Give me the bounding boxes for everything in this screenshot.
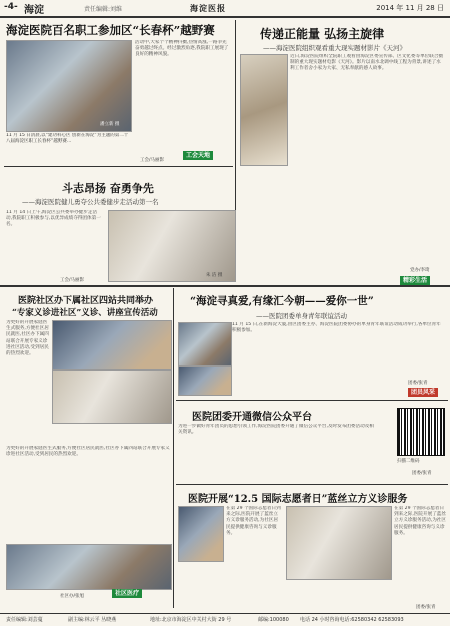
article2-poster (240, 54, 288, 166)
page-footer (0, 613, 450, 626)
column-divider (173, 288, 174, 608)
section-divider (0, 285, 450, 287)
article4-title2: “专家义诊进社区”义诊、讲座宣传活动 (12, 308, 158, 318)
article5-photo-2 (178, 366, 232, 396)
section-tag-community: 社区医疗 (112, 589, 142, 598)
paper-title: 海淀医报 (190, 3, 226, 13)
article5-subtitle: ——医院团委单身青年联谊活动 (256, 312, 347, 320)
article4-photo-1 (52, 320, 172, 370)
article2-credit: 党办/李琦 (410, 268, 430, 273)
page-number: -4- (4, 2, 18, 12)
article4-credit: 社区办/张旭 (60, 594, 85, 599)
masthead-logo: 海淀 (24, 5, 44, 16)
article2-subtitle: ——海淀医院组织观看重大现实题材影片《天河》 (263, 44, 406, 52)
article6-body: 为进一步做好青年团员的思想引领工作,海淀医院团委开通了微信公众平台,及时发布团委活动及相关资讯。 (178, 424, 374, 436)
article4-photo-3 (6, 544, 172, 590)
article1-title: 海淀医院百名职工参加区“长春杯”越野赛 (6, 23, 215, 37)
masthead-sub: 责任编辑:刘维 (84, 6, 123, 13)
article4-body: 为更好的开展家庭医生式服务,方便社区居民就医,社区办下属四站联合开展专家义诊进社区活动,受到居民的热烈欢迎。 (6, 320, 49, 357)
page-header (0, 0, 450, 18)
article5-photo-1 (178, 322, 232, 366)
divider (4, 166, 233, 167)
section-tag-union: 工会天地 (183, 151, 213, 160)
article5-credit: 团委/张青 (408, 381, 428, 386)
article7-body-cont: 在第 29 个国际志愿者日到来之际,医院开展了蓝丝立方义诊服务活动,为社区居民提供健康咨询与义诊服务。 (394, 506, 446, 536)
article3-title: 斗志昂扬 奋勇争先 (62, 182, 154, 195)
qr-label: 扫描二维码 (397, 459, 420, 464)
issue-date: 2014 年 11 月 28 日 (376, 4, 444, 12)
article3-credit: 工会/马丽影 (60, 278, 85, 283)
article4-body-cont: 为更好的开展家庭医生式服务,方便社区居民就医,社区办下属四站联合开展专家义诊进社区活动,受到居民的热烈欢迎。 (6, 446, 170, 458)
footer-assoc: 副主编:林云平 丛晓燕 (68, 617, 117, 623)
article4-title: 医院社区办下属社区四站共同举办 (18, 296, 154, 306)
article5-body: 11 月 15 日,在新海淀大厦,由区团委主办、海淀医院团委协办的单身青年联谊活动成功举行,各单位青年积极参加。 (232, 322, 441, 334)
article6-credit: 团委/张青 (412, 471, 432, 476)
article3-body: 11 月 14 日上午,海淀区公共委举办健步走活动,我院职工积极参与,以优异成绩夺得团体第一名。 (6, 210, 101, 228)
footer-address: 地址:北京市海淀区中关村大街 29 号 (150, 617, 232, 623)
article1-credit: 工会/马丽影 (140, 158, 165, 163)
divider (176, 484, 448, 485)
article2-title: 传递正能量 弘扬主旋律 (260, 27, 385, 41)
divider (176, 400, 448, 401)
article4-photo-2 (52, 370, 172, 424)
article7-credit: 团委/张青 (416, 605, 436, 610)
footer-editor: 责任编辑:刘芸蔓 (6, 617, 43, 623)
article7-body: 在第 29 个国际志愿者日到来之际,医院开展了蓝丝立方义诊服务活动,为社区居民提供健康咨询与义诊服务。 (226, 506, 281, 536)
article6-title: 医院团委开通微信公众平台 (192, 412, 312, 423)
article1-photo (6, 40, 132, 132)
article5-title: “海淀寻真爱,有缘汇今朝——爱你一世” (190, 295, 374, 307)
article1-photo-credit: 潘立新 摄 (100, 122, 120, 127)
wechat-qr-code[interactable] (397, 408, 445, 456)
article3-subtitle: ——海淀医院健儿勇夺公共委健步走活动第一名 (22, 198, 159, 206)
article7-photo-1 (178, 506, 224, 562)
article1-caption: 11 月 15 日清晨,以“建功科心区 创新在海淀”为主题的第二十八届海淀区职工长春杯”越野赛… (6, 133, 129, 144)
article3-photo-credit: 朱 洁 摄 (206, 273, 223, 278)
article7-title: 医院开展“12.5 国际志愿者日”蓝丝立方义诊服务 (188, 494, 408, 505)
section-tag-league: 团员风采 (408, 388, 438, 397)
section-tag-life: 精彩生活 (400, 276, 430, 285)
footer-zip: 邮编:100080 (258, 617, 289, 623)
footer-phone: 电话 24 小时咨询电话:62580342 62583093 (300, 617, 404, 623)
article1-body: 活动中,大家个个精神抖擞,热情高涨,一路争先奋勇越过终点。经过激烈角逐,我院职工展现了良好的精神风貌。 (135, 40, 229, 58)
article2-body: 近日,海淀医院组织全院职工观看由海淀区委宣传部、区文化委等单位联合摄制的重大现实题材电影《天河》。影片以南水北调中线工程为背景,讲述了水利工作者舍小家为大家、无私奉献的感人故事。 (290, 54, 444, 72)
article7-photo-2 (286, 506, 392, 580)
